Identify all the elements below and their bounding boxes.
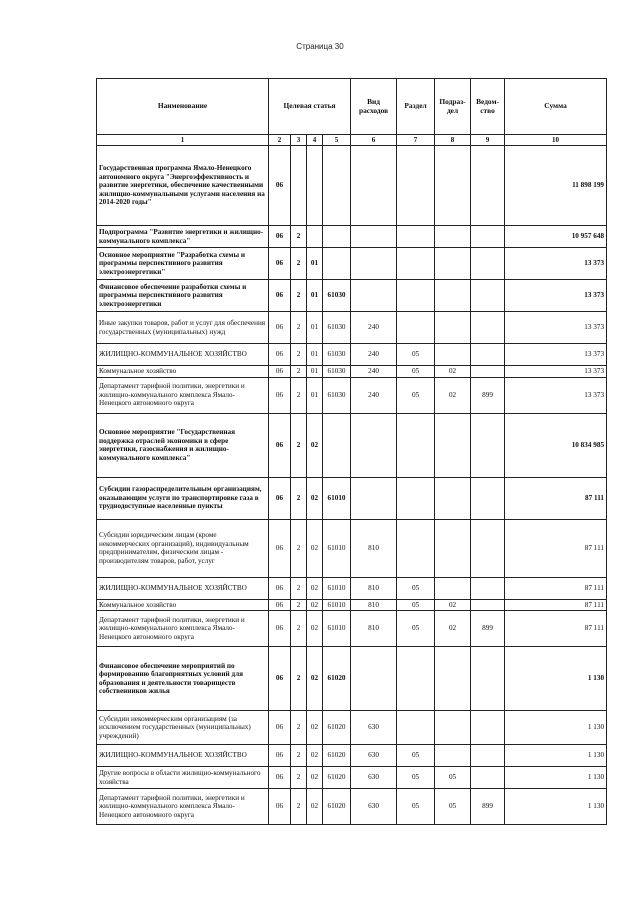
cell-direction: 61010 [323, 577, 351, 599]
cell-name: ЖИЛИЩНО-КОММУНАЛЬНОЕ ХОЗЯЙСТВО [97, 577, 269, 599]
cell-subsection: 05 [435, 767, 471, 789]
cell-expense-type [351, 248, 397, 280]
table-body [97, 146, 607, 825]
cell-event [307, 226, 323, 248]
cell-sum: 13 373 [505, 248, 607, 280]
cell-event: 02 [307, 477, 323, 519]
cell-direction: 61030 [323, 312, 351, 344]
cell-program: 06 [269, 312, 291, 344]
cell-expense-type [351, 226, 397, 248]
cell-name: Подпрограмма "Развитие энергетики и жилищно-коммунального комплекса" [97, 226, 269, 248]
column-index-cell: 9 [471, 135, 505, 146]
cell-subsection: 02 [435, 377, 471, 413]
cell-sum: 10 957 648 [505, 226, 607, 248]
cell-program: 06 [269, 248, 291, 280]
table-row [97, 377, 607, 413]
cell-event: 01 [307, 248, 323, 280]
page-number-header: Страница 30 [296, 42, 344, 51]
header-subsection: Подраз-дел [435, 79, 471, 135]
table-row [97, 366, 607, 378]
cell-subsection [435, 344, 471, 366]
cell-program: 06 [269, 767, 291, 789]
cell-subsection: 02 [435, 599, 471, 611]
cell-direction [323, 146, 351, 226]
cell-section [397, 248, 435, 280]
cell-event: 01 [307, 377, 323, 413]
cell-name: Иные закупки товаров, работ и услуг для обеспечения государственных (муниципальных) нужд [97, 312, 269, 344]
cell-department [471, 344, 505, 366]
cell-subprogram: 2 [291, 377, 307, 413]
cell-expense-type [351, 413, 397, 477]
cell-program: 06 [269, 366, 291, 378]
cell-department: 899 [471, 377, 505, 413]
cell-expense-type: 810 [351, 599, 397, 611]
cell-subprogram: 2 [291, 477, 307, 519]
cell-sum: 87 111 [505, 519, 607, 577]
header-section: Раздел [397, 79, 435, 135]
cell-subsection [435, 146, 471, 226]
cell-section: 05 [397, 377, 435, 413]
table-row [97, 599, 607, 611]
cell-section [397, 413, 435, 477]
header-name: Наименование [97, 79, 269, 135]
table-row [97, 344, 607, 366]
cell-sum: 13 373 [505, 377, 607, 413]
cell-subprogram: 2 [291, 647, 307, 711]
cell-event: 02 [307, 611, 323, 647]
cell-subsection [435, 280, 471, 312]
table-row [97, 711, 607, 745]
table-row [97, 647, 607, 711]
cell-program: 06 [269, 519, 291, 577]
cell-name: Финансовое обеспечение мероприятий по формированию благоприятных условий для образования и деятельности товариществ собственников жилья [97, 647, 269, 711]
cell-name: Субсидии юридическим лицам (кроме некоммерческих организаций), индивидуальным предпринимателям, физическим лицам - производителям товаров, работ, услуг [97, 519, 269, 577]
cell-program: 06 [269, 599, 291, 611]
cell-subprogram: 2 [291, 413, 307, 477]
cell-subsection [435, 312, 471, 344]
column-index-cell: 5 [323, 135, 351, 146]
cell-direction: 61030 [323, 366, 351, 378]
cell-direction [323, 248, 351, 280]
column-index-cell: 1 [97, 135, 269, 146]
cell-event: 01 [307, 344, 323, 366]
cell-subprogram: 2 [291, 226, 307, 248]
column-index-cell: 2 [269, 135, 291, 146]
header-sum: Сумма [505, 79, 607, 135]
cell-subsection [435, 226, 471, 248]
cell-department [471, 413, 505, 477]
cell-direction [323, 413, 351, 477]
cell-name: ЖИЛИЩНО-КОММУНАЛЬНОЕ ХОЗЯЙСТВО [97, 344, 269, 366]
cell-event: 02 [307, 789, 323, 825]
cell-section: 05 [397, 789, 435, 825]
cell-subprogram: 2 [291, 519, 307, 577]
cell-event: 02 [307, 599, 323, 611]
cell-direction: 61020 [323, 745, 351, 767]
cell-name: Финансовое обеспечение разработки схемы и программы перспективного развития электроэнергетики [97, 280, 269, 312]
cell-event [307, 146, 323, 226]
column-index-cell: 7 [397, 135, 435, 146]
cell-subprogram: 2 [291, 711, 307, 745]
cell-event: 02 [307, 413, 323, 477]
cell-name: Другие вопросы в области жилищно-коммунального хозяйства [97, 767, 269, 789]
cell-subprogram: 2 [291, 366, 307, 378]
cell-section [397, 146, 435, 226]
cell-department [471, 280, 505, 312]
cell-subprogram: 2 [291, 599, 307, 611]
cell-section: 05 [397, 745, 435, 767]
cell-department [471, 477, 505, 519]
cell-subsection [435, 577, 471, 599]
cell-department [471, 366, 505, 378]
cell-program: 06 [269, 344, 291, 366]
cell-department [471, 711, 505, 745]
header-target-article: Целевая статья [269, 79, 351, 135]
cell-name: Основное мероприятие "Разработка схемы и программы перспективного развития электроэнергетики" [97, 248, 269, 280]
cell-sum: 87 111 [505, 599, 607, 611]
cell-section: 05 [397, 767, 435, 789]
cell-subsection [435, 647, 471, 711]
cell-section [397, 711, 435, 745]
header-department: Ведом-ство [471, 79, 505, 135]
column-index-row [97, 135, 607, 146]
cell-subsection [435, 413, 471, 477]
cell-expense-type: 240 [351, 312, 397, 344]
cell-section [397, 477, 435, 519]
cell-direction [323, 226, 351, 248]
cell-sum: 1 130 [505, 789, 607, 825]
cell-program: 06 [269, 745, 291, 767]
cell-program: 06 [269, 611, 291, 647]
cell-department [471, 248, 505, 280]
cell-sum: 13 373 [505, 280, 607, 312]
cell-sum: 13 373 [505, 366, 607, 378]
cell-event: 02 [307, 745, 323, 767]
cell-sum: 1 130 [505, 745, 607, 767]
cell-subsection [435, 477, 471, 519]
cell-section: 05 [397, 344, 435, 366]
cell-expense-type: 630 [351, 711, 397, 745]
cell-program: 06 [269, 226, 291, 248]
cell-sum: 87 111 [505, 477, 607, 519]
cell-department [471, 767, 505, 789]
cell-department: 899 [471, 789, 505, 825]
cell-subprogram: 2 [291, 344, 307, 366]
cell-section [397, 647, 435, 711]
cell-program: 06 [269, 280, 291, 312]
cell-department [471, 226, 505, 248]
cell-name: Субсидии некоммерческим организациям (за исключением государственных (муниципальных) учреждений) [97, 711, 269, 745]
cell-event: 02 [307, 577, 323, 599]
cell-program: 06 [269, 577, 291, 599]
table-row [97, 280, 607, 312]
column-index-cell: 6 [351, 135, 397, 146]
cell-event: 01 [307, 312, 323, 344]
cell-direction: 61010 [323, 611, 351, 647]
cell-direction: 61010 [323, 519, 351, 577]
cell-subsection [435, 711, 471, 745]
cell-program: 06 [269, 477, 291, 519]
cell-name: Коммунальное хозяйство [97, 366, 269, 378]
cell-event: 02 [307, 647, 323, 711]
table-row [97, 248, 607, 280]
cell-name: Департамент тарифной политики, энергетики и жилищно-коммунального комплекса Ямало-Ненецкого автономного округа [97, 611, 269, 647]
cell-department [471, 647, 505, 711]
cell-department [471, 599, 505, 611]
cell-sum: 13 373 [505, 344, 607, 366]
cell-sum: 1 130 [505, 711, 607, 745]
cell-expense-type: 240 [351, 377, 397, 413]
cell-section [397, 226, 435, 248]
column-index-cell: 4 [307, 135, 323, 146]
cell-sum: 87 111 [505, 611, 607, 647]
cell-subsection [435, 745, 471, 767]
cell-direction: 61020 [323, 789, 351, 825]
cell-name: Департамент тарифной политики, энергетики и жилищно-коммунального комплекса Ямало-Ненецкого автономного округа [97, 377, 269, 413]
cell-direction: 61030 [323, 344, 351, 366]
table-row [97, 413, 607, 477]
cell-expense-type: 240 [351, 366, 397, 378]
cell-expense-type: 630 [351, 789, 397, 825]
cell-department [471, 312, 505, 344]
cell-direction: 61020 [323, 767, 351, 789]
cell-section: 05 [397, 599, 435, 611]
cell-subsection: 05 [435, 789, 471, 825]
table-row [97, 519, 607, 577]
cell-subsection [435, 248, 471, 280]
cell-expense-type: 810 [351, 519, 397, 577]
cell-event: 01 [307, 280, 323, 312]
cell-subsection: 02 [435, 366, 471, 378]
cell-sum: 87 111 [505, 577, 607, 599]
cell-name: ЖИЛИЩНО-КОММУНАЛЬНОЕ ХОЗЯЙСТВО [97, 745, 269, 767]
cell-expense-type: 630 [351, 767, 397, 789]
budget-table [96, 78, 607, 825]
cell-subprogram: 2 [291, 767, 307, 789]
cell-sum: 13 373 [505, 312, 607, 344]
cell-section: 05 [397, 577, 435, 599]
cell-name: Основное мероприятие "Государственная поддержка отраслей экономики в сфере энергетики, газоснабжения и жилищно-коммунального комплекса" [97, 413, 269, 477]
cell-program: 06 [269, 789, 291, 825]
table-row [97, 146, 607, 226]
table-row [97, 789, 607, 825]
cell-event: 02 [307, 767, 323, 789]
table-row [97, 767, 607, 789]
cell-program: 06 [269, 711, 291, 745]
cell-direction: 61030 [323, 377, 351, 413]
table-row [97, 577, 607, 599]
cell-department [471, 745, 505, 767]
cell-subprogram: 2 [291, 611, 307, 647]
cell-sum: 1 130 [505, 767, 607, 789]
cell-expense-type: 240 [351, 344, 397, 366]
cell-direction: 61030 [323, 280, 351, 312]
cell-subprogram: 2 [291, 745, 307, 767]
cell-subprogram: 2 [291, 248, 307, 280]
table-row [97, 745, 607, 767]
cell-event: 01 [307, 366, 323, 378]
cell-program: 06 [269, 377, 291, 413]
cell-subprogram: 2 [291, 280, 307, 312]
column-index-cell: 10 [505, 135, 607, 146]
cell-name: Коммунальное хозяйство [97, 599, 269, 611]
cell-expense-type [351, 280, 397, 312]
cell-sum: 1 130 [505, 647, 607, 711]
cell-department [471, 519, 505, 577]
cell-sum: 10 834 985 [505, 413, 607, 477]
cell-section: 05 [397, 611, 435, 647]
cell-expense-type: 810 [351, 611, 397, 647]
cell-name: Субсидии газораспределительным организациям, оказывающим услуги по транспортировке газа в труднодоступные населенные пункты [97, 477, 269, 519]
cell-direction: 61010 [323, 599, 351, 611]
cell-expense-type: 630 [351, 745, 397, 767]
cell-department [471, 146, 505, 226]
cell-subprogram: 2 [291, 789, 307, 825]
cell-name: Департамент тарифной политики, энергетики и жилищно-коммунального комплекса Ямало-Ненецкого автономного округа [97, 789, 269, 825]
cell-subprogram: 2 [291, 312, 307, 344]
cell-subprogram [291, 146, 307, 226]
cell-sum: 11 898 199 [505, 146, 607, 226]
cell-department: 899 [471, 611, 505, 647]
cell-event: 02 [307, 711, 323, 745]
table-row [97, 312, 607, 344]
cell-expense-type [351, 477, 397, 519]
cell-subsection: 02 [435, 611, 471, 647]
cell-name: Государственная программа Ямало-Ненецкого автономного округа "Энергоэффективность и развитие энергетики, обеспечение качественными жилищно-коммунальными услугами населения на 2014-2020 годы" [97, 146, 269, 226]
cell-section [397, 280, 435, 312]
table-row [97, 477, 607, 519]
column-index-cell: 3 [291, 135, 307, 146]
cell-section [397, 312, 435, 344]
table-row [97, 226, 607, 248]
table-row [97, 611, 607, 647]
cell-direction: 61010 [323, 477, 351, 519]
cell-subprogram: 2 [291, 577, 307, 599]
column-index-cell: 8 [435, 135, 471, 146]
cell-subsection [435, 519, 471, 577]
cell-program: 06 [269, 146, 291, 226]
cell-direction: 61020 [323, 711, 351, 745]
cell-direction: 61020 [323, 647, 351, 711]
cell-department [471, 577, 505, 599]
cell-expense-type [351, 146, 397, 226]
cell-expense-type: 810 [351, 577, 397, 599]
cell-event: 02 [307, 519, 323, 577]
table-header-row [97, 79, 607, 135]
cell-expense-type [351, 647, 397, 711]
cell-section: 05 [397, 366, 435, 378]
cell-section [397, 519, 435, 577]
header-expense-type: Вид расходов [351, 79, 397, 135]
cell-program: 06 [269, 413, 291, 477]
cell-program: 06 [269, 647, 291, 711]
